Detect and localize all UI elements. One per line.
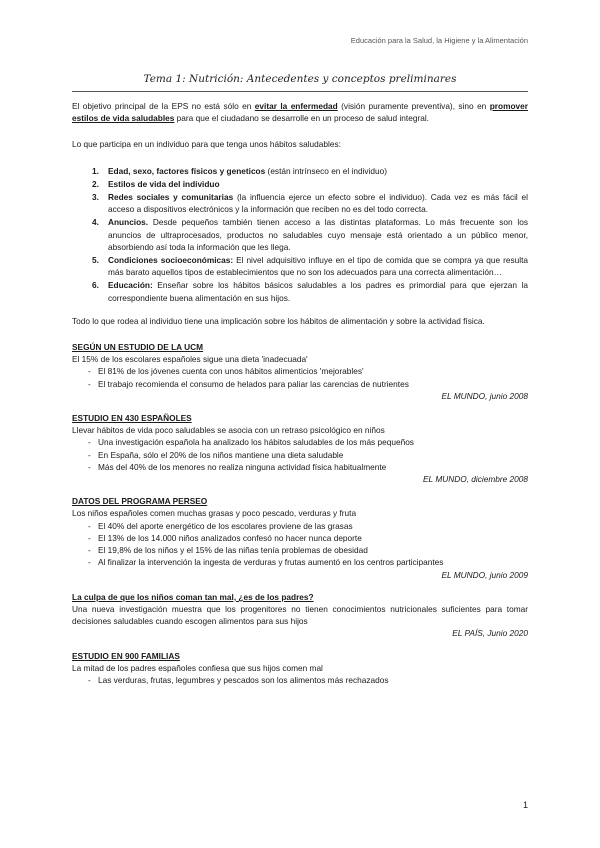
- summary-paragraph: Todo lo que rodea al individuo tiene una implicación sobre los hábitos de alimentación y sobre la actividad física.: [72, 315, 485, 326]
- section-title: ESTUDIO EN 900 FAMILIAS: [72, 650, 180, 661]
- list-item: - Una investigación española ha analizado los hábitos saludables de los más pequeños: [72, 436, 528, 448]
- list-item: 5. Condiciones socioeconómicas: El nivel adquisitivo influye en el tipo de comida que se compra ya que resulta más barato aquellos tipos de establecimientos que no son los adecuados para una correcta alimentación…: [92, 255, 528, 278]
- emphasis-promover: promover estilos de vida saludables: [72, 101, 529, 124]
- section-title: La culpa de que los niños coman tan mal, ¿es de los padres?: [72, 591, 314, 602]
- list-item: 3. Redes sociales y comunitarias (la influencia ejerce un efecto sobre el individuo). Cada vez es más fácil el acceso a dispositivos electrónicos y la información que reciben no es del todo correcta.: [92, 192, 528, 215]
- list-item: - El 40% del aporte energético de los escolares proviene de las grasas: [72, 520, 528, 532]
- list-item: - El 13% de los 14.000 niños analizados confesó no hacer nunca deporte: [72, 532, 528, 544]
- section-title: DATOS DEL PROGRAMA PERSEO: [72, 496, 208, 507]
- list-item: - En España, sólo el 20% de los niños mantiene una dieta saludable: [72, 449, 528, 461]
- bullet-list: [72, 365, 528, 389]
- section-lead: Una nueva investigación muestra que los progenitores no tienen conocimientos nutricionales suficientes para tomar decisiones saludables cuando escogen alimentos para sus hijos: [72, 603, 528, 627]
- section-lead: Llevar hábitos de vida poco saludables se asocia con un retraso psicológico en niños: [72, 425, 385, 436]
- list-item: - El 19,8% de los niños y el 15% de las niñas tenía problemas de obesidad: [72, 544, 528, 556]
- study-430: [72, 412, 528, 485]
- list-item: 2. Estilos de vida del individuo: [92, 178, 220, 189]
- list-item: - Las verduras, frutas, legumbres y pescados son los alimentos más rechazados: [72, 674, 528, 686]
- study-perseo: [72, 495, 528, 580]
- intro-paragraph: El objetivo principal de la EPS no está sólo en evitar la enfermedad (visión puramente preventiva), sino en promover estilos de vida saludables para que el ciudadano se desarrolle en un proceso de salud integral.: [72, 101, 529, 124]
- list-item: - Más del 40% de los menores no realiza ninguna actividad física habitualmente: [72, 461, 528, 473]
- list-item: 4. Anuncios. Desde pequeños también tienen acceso a las distintas plataformas. Lo más frecuente son los anuncios de ultraprocesados, productos no saludables cuyo mensaje está orientado a un público menor, absorbiendo así toda la información que les llega.: [92, 217, 528, 252]
- list-item: - Al finalizar la intervención la ingesta de verduras y frutas aumentó en los centros participantes: [72, 556, 528, 568]
- bullet-list: [72, 674, 528, 686]
- document-body: [72, 100, 528, 686]
- list-item: - El 81% de los jóvenes cuenta con unos hábitos alimenticios 'mejorables': [72, 365, 528, 377]
- running-header: Educación para la Salud, la Higiene y la Alimentación: [350, 36, 528, 45]
- list-item: 1. Edad, sexo, factores físicos y geneticos (están intrínseco en el individuo): [92, 165, 388, 176]
- page-title: Tema 1: Nutrición: Antecedentes y conceptos preliminares: [143, 73, 457, 85]
- bullet-list: [72, 520, 528, 569]
- list-item: 6. Educación: Enseñar sobre los hábitos básicos saludables a los padres es primordial para que ejerzan la correspondiente buena alimentación en sus hijos.: [92, 280, 528, 303]
- section-lead: La mitad de los padres españoles confiesa que sus hijos comen mal: [72, 662, 323, 673]
- title-divider: [72, 91, 528, 92]
- source-citation: EL MUNDO, junio 2008: [441, 390, 528, 401]
- section-title: ESTUDIO EN 430 ESPAÑOLES: [72, 413, 192, 424]
- factors-list: [72, 165, 528, 304]
- source-citation: EL MUNDO, diciembre 2008: [423, 474, 528, 485]
- study-padres: [72, 591, 528, 640]
- page-number: 1: [522, 800, 528, 810]
- study-900: [72, 650, 528, 687]
- study-ucm: [72, 341, 528, 402]
- section-lead: Los niños españoles comen muchas grasas y poco pescado, verduras y fruta: [72, 508, 357, 519]
- bullet-list: [72, 436, 528, 473]
- emphasis-evitar: evitar la enfermedad: [254, 101, 338, 111]
- source-citation: EL MUNDO, junio 2009: [441, 569, 528, 580]
- section-title: SEGÚN UN ESTUDIO DE LA UCM: [72, 342, 204, 353]
- section-lead: El 15% de los escolares españoles sigue una dieta 'inadecuada': [72, 354, 308, 365]
- list-item: - El trabajo recomienda el consumo de helados para paliar las carencias de nutrientes: [72, 378, 528, 390]
- source-citation: EL PAÍS, Junio 2020: [452, 628, 528, 639]
- factors-lead: Lo que participa en un individuo para que tenga unos hábitos saludables:: [72, 139, 341, 150]
